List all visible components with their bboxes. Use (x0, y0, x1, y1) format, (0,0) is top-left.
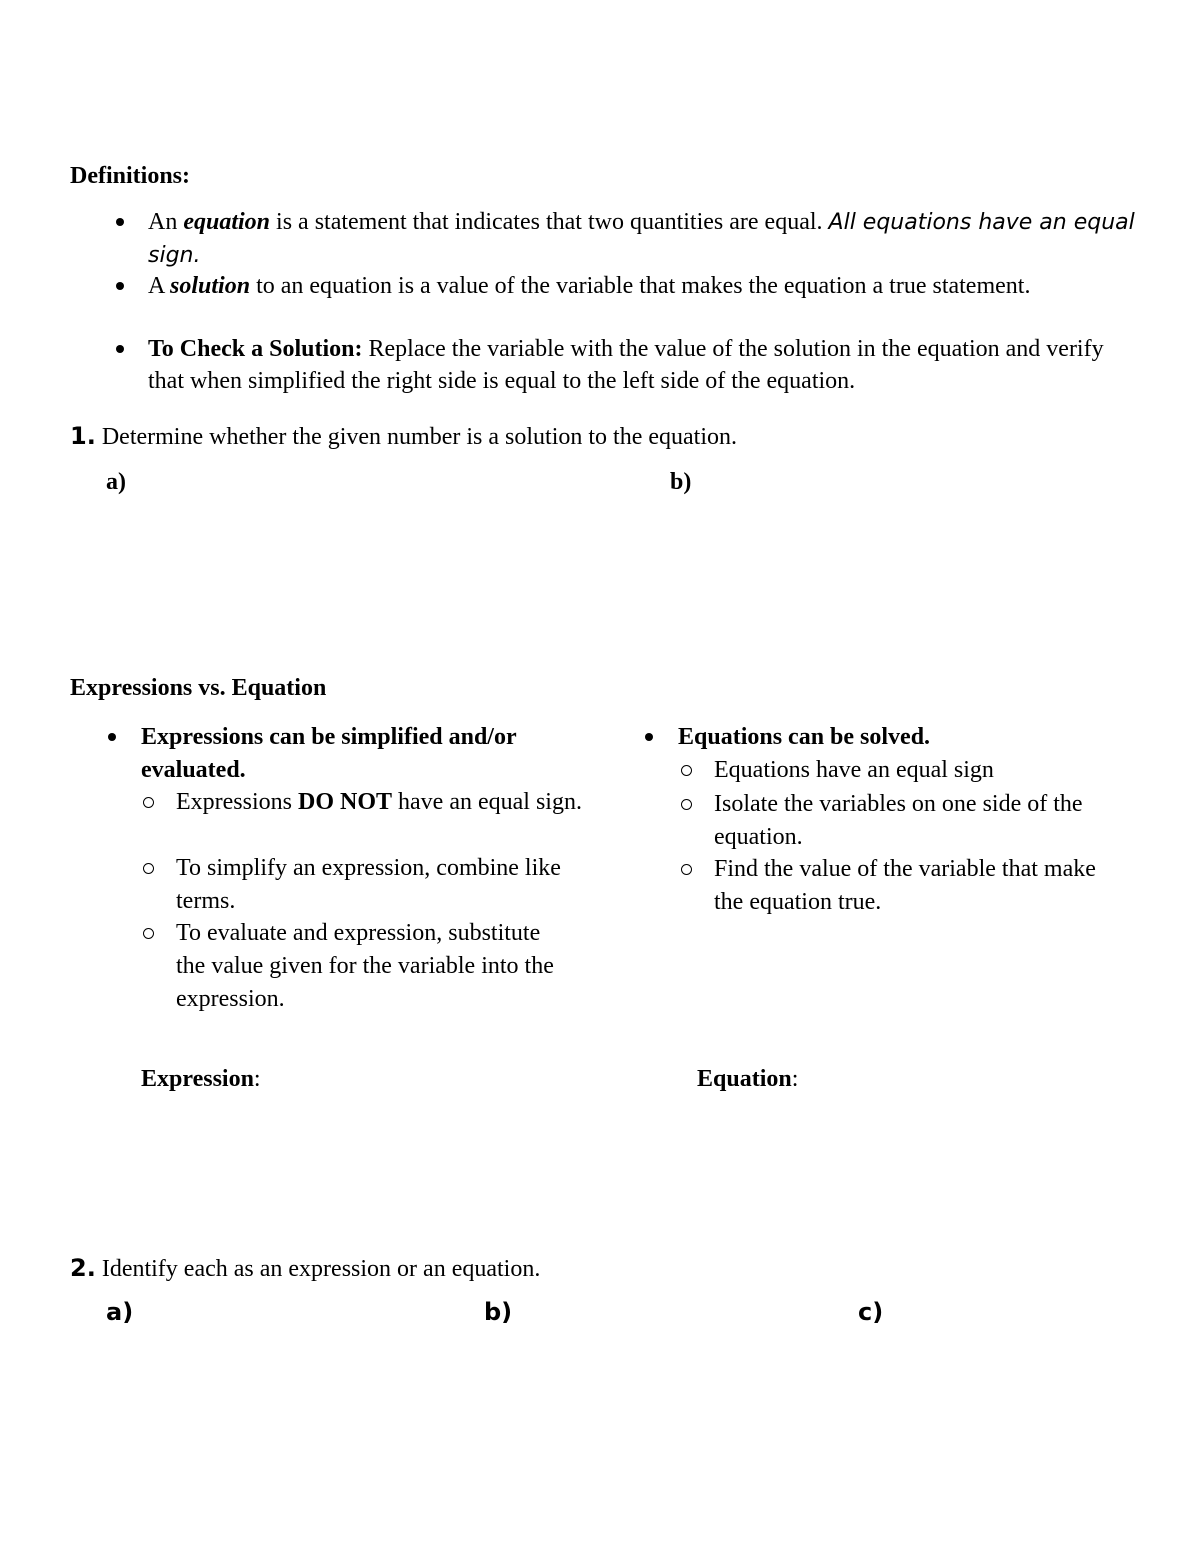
bullet-dot-icon (116, 218, 124, 226)
expressions-sub-item: To evaluate and expression, substitute the value given for the variable into the expression. (176, 920, 554, 1012)
bullet-dot-icon (645, 733, 653, 741)
question-2-number: 2. (70, 1254, 96, 1282)
question-2 (70, 1252, 1070, 1285)
check-solution-lead: To Check a Solution: (148, 336, 363, 362)
circle-bullet-icon (681, 864, 692, 875)
question-1-prompt: Determine whether the given number is a solution to the equation. (101, 424, 737, 450)
equation-note: All equations have an equal sign. (148, 210, 1135, 268)
equations-sub-item: Find the value of the variable that make the equation true. (714, 856, 1096, 915)
question-1-part-a: a) (106, 469, 126, 495)
bullet-dot-icon (116, 282, 124, 290)
expressions-title: Expressions can be simplified and/or evaluated. (141, 724, 517, 783)
expressions-sub-item: Expressions DO NOT have an equal sign. (176, 789, 582, 815)
circle-bullet-icon (681, 765, 692, 776)
question-2-part-c: c) (858, 1298, 884, 1326)
circle-bullet-icon (143, 928, 154, 939)
definition-solution: A solution to an equation is a value of the variable that makes the equation a true statement. (148, 273, 1031, 299)
question-2-part-b: b) (484, 1298, 513, 1326)
definition-equation: An equation is a statement that indicates that two quantities are equal. All equations have an equal sign. (148, 209, 1135, 268)
definition-check-solution: To Check a Solution: Replace the variable with the value of the solution in the equation and verify that when simplified the right side is equal to the left side of the equation. (148, 336, 1104, 394)
question-2-prompt: Identify each as an expression or an equation. (101, 1256, 541, 1282)
circle-bullet-icon (681, 799, 692, 810)
expressions-sub-item: To simplify an expression, combine like terms. (176, 855, 561, 914)
question-2-part-a: a) (106, 1298, 134, 1326)
circle-bullet-icon (143, 797, 154, 808)
comparison-heading: Expressions vs. Equation (70, 675, 327, 701)
bullet-dot-icon (116, 345, 124, 353)
expression-label: Expression: (141, 1066, 261, 1092)
question-1 (70, 420, 1070, 453)
equations-title: Equations can be solved. (678, 724, 931, 750)
question-1-number: 1. (70, 422, 96, 450)
equations-sub-item: Isolate the variables on one side of the equation. (714, 791, 1083, 850)
term-equation: equation (183, 209, 271, 235)
bullet-dot-icon (108, 733, 116, 741)
definitions-heading: Definitions: (70, 163, 190, 189)
equation-label: Equation: (697, 1066, 799, 1092)
circle-bullet-icon (143, 863, 154, 874)
term-solution: solution (170, 273, 251, 299)
equations-sub-item: Equations have an equal sign (714, 757, 994, 783)
question-1-part-b: b) (670, 469, 692, 495)
